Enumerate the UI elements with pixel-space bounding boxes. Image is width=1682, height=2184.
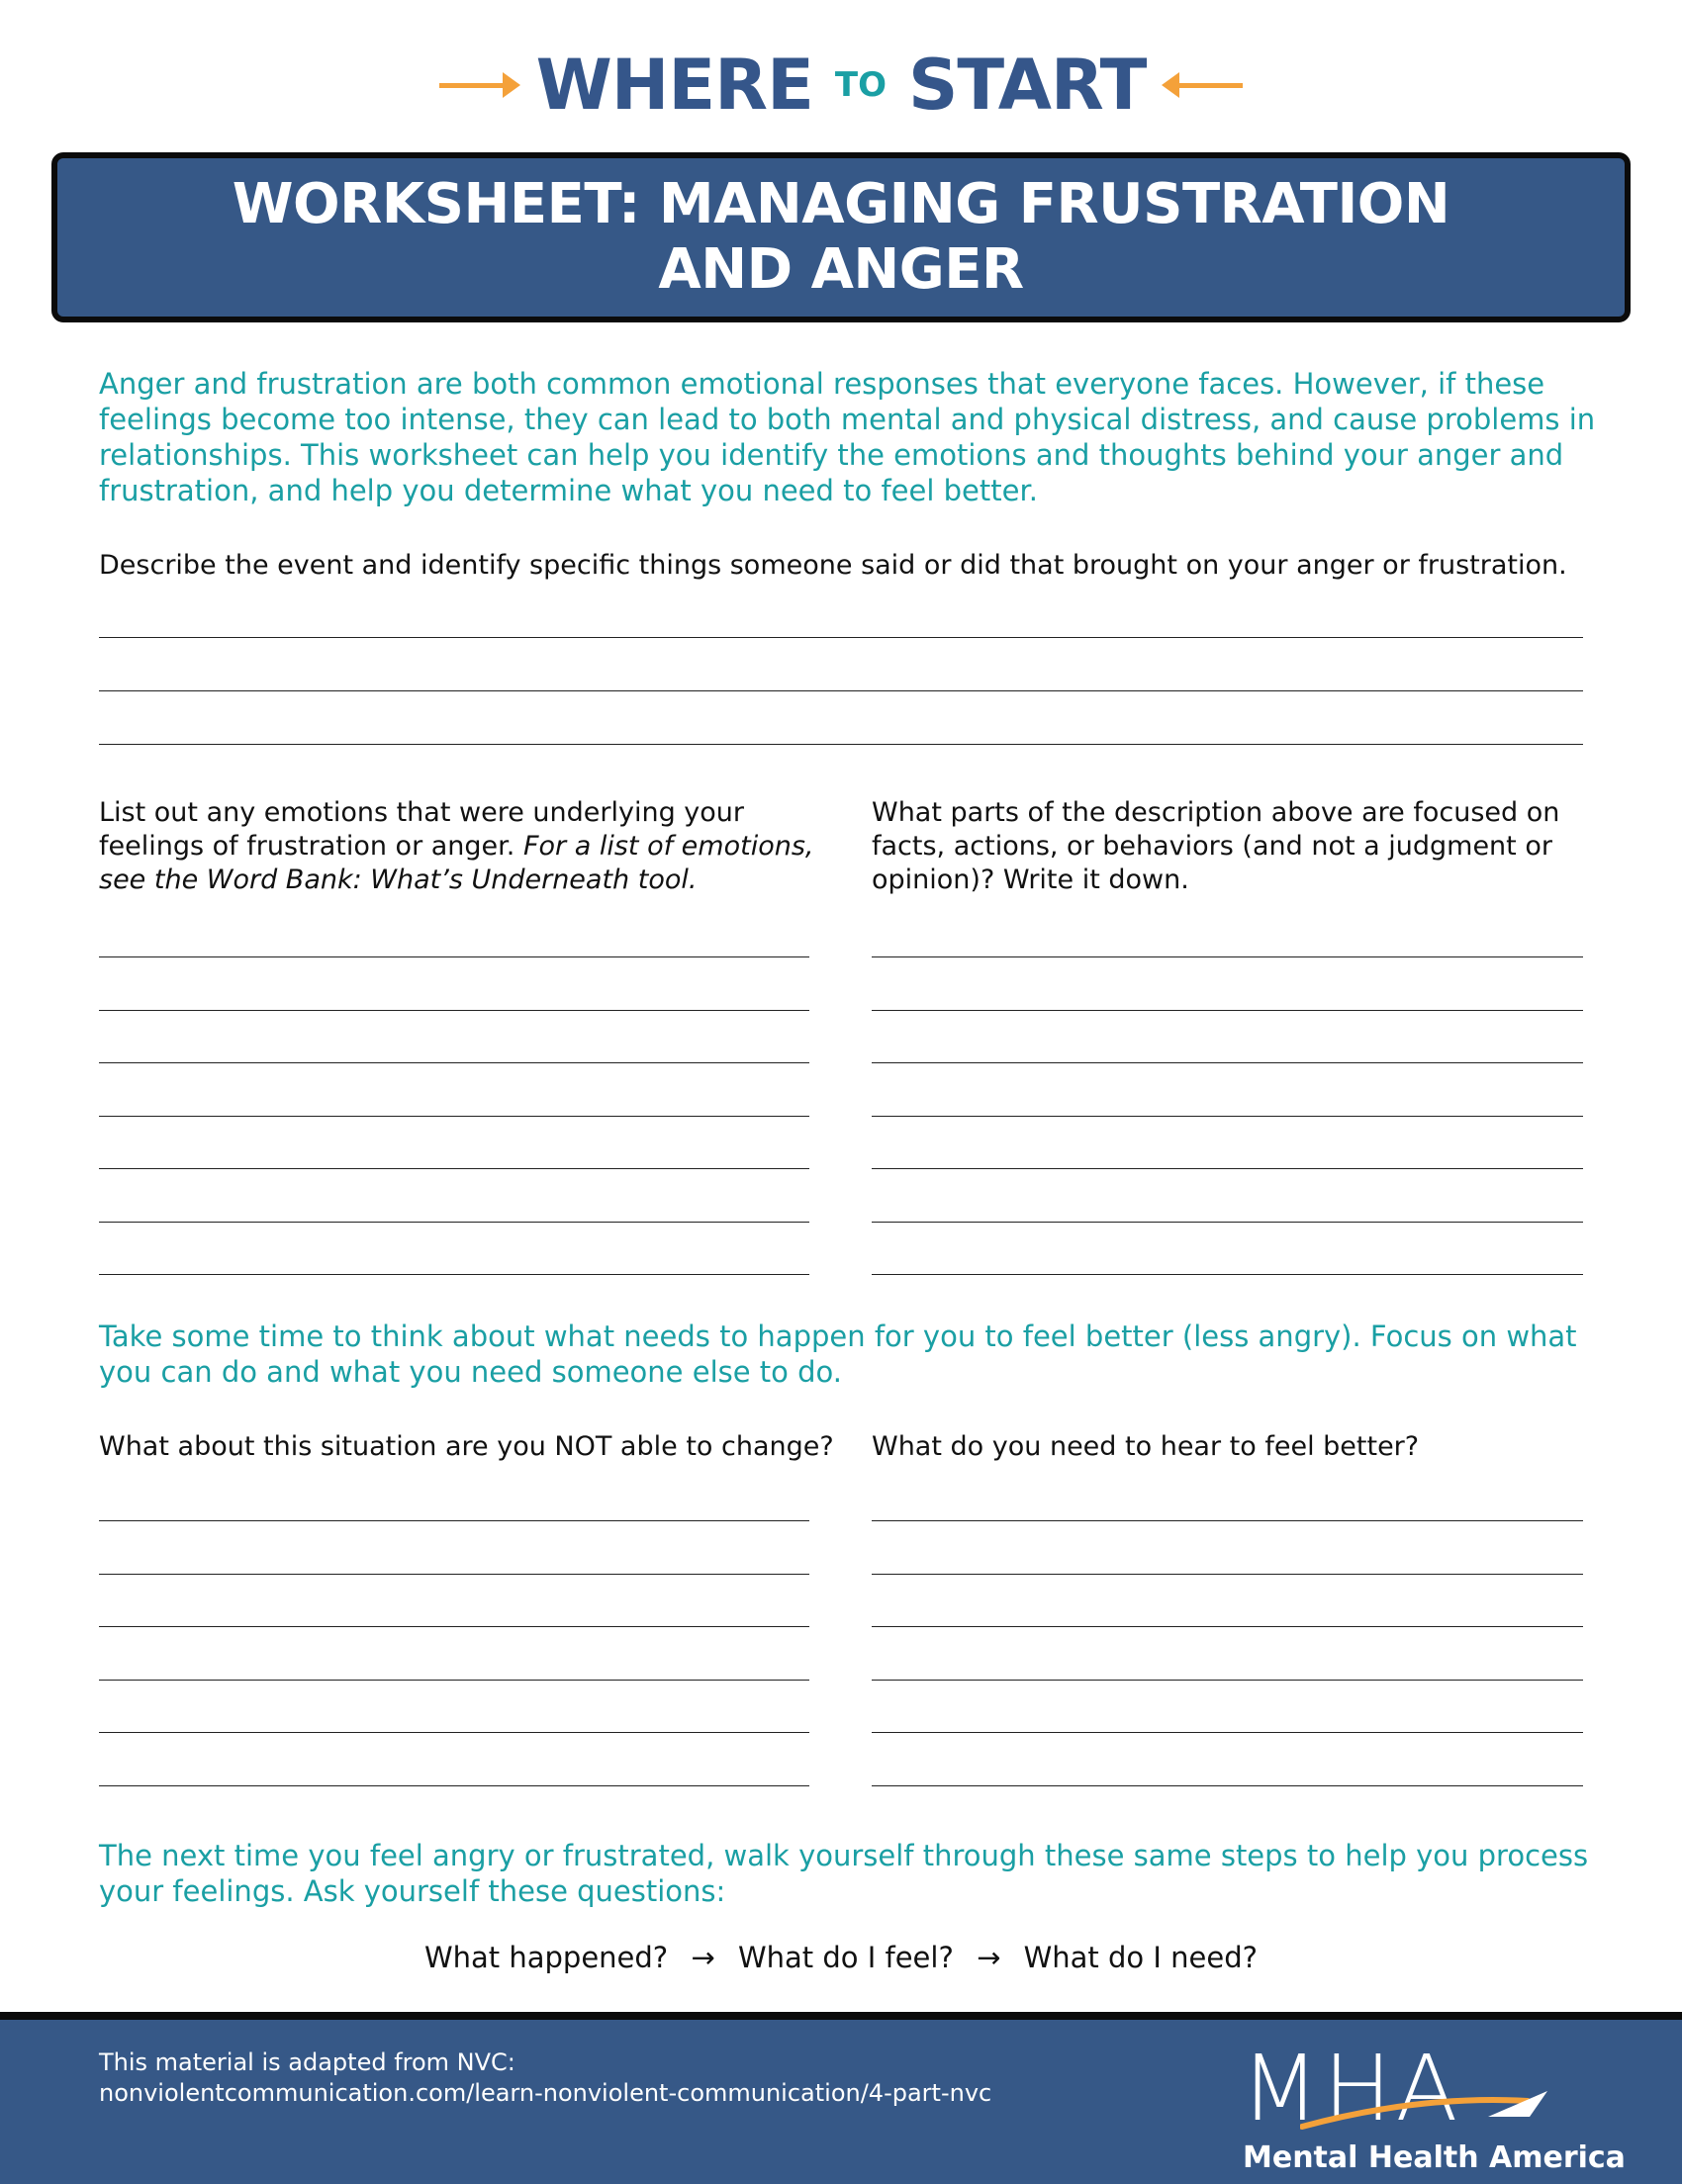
intro-paragraph: Anger and frustration are both common emotional responses that everyone faces. However, if these feelings become too intense, they can lead to both mental and physical distress, and cause problems in relationships. This worksheet can help you identify the emotions and thoughts behind your anger and frustration, and help you determine what you need to feel better. [99, 367, 1596, 507]
answer-line[interactable] [872, 1274, 1583, 1275]
brand-word-where: WHERE [535, 45, 813, 126]
question-not-able-to-change: What about this situation are you NOT able to change? [99, 1431, 834, 1462]
footer-credit [99, 2048, 991, 2109]
answer-line[interactable] [872, 1222, 1583, 1223]
answer-line[interactable] [872, 1520, 1583, 1521]
answer-line[interactable] [99, 956, 809, 957]
question-need-to-hear: What do you need to hear to feel better? [872, 1431, 1420, 1462]
flow-step-need: What do I need? [1023, 1941, 1259, 1974]
credit-link[interactable]: nonviolentcommunication.com/learn-nonviolent-communication/4-part-nvc [99, 2079, 992, 2107]
answer-line[interactable] [99, 637, 1583, 638]
answer-line[interactable] [872, 1680, 1583, 1681]
arrow-right-icon [439, 79, 518, 91]
question-facts-actions: What parts of the description above are focused on facts, actions, or behaviors (and not a judgment or opinion)? Write it down. [872, 797, 1560, 895]
mha-logo [1241, 2036, 1626, 2178]
answer-lines-need-to-hear[interactable] [872, 1464, 1583, 1800]
flow-step-feel: What do I feel? [737, 1941, 954, 1974]
answer-line[interactable] [99, 1010, 809, 1011]
where-to-start-logo [0, 46, 1682, 125]
answer-line[interactable] [872, 1785, 1583, 1786]
word-bank-note: For a list of emotions, see the Word Bank: What’s Underneath tool. [99, 831, 814, 895]
answer-line[interactable] [99, 1222, 809, 1223]
answer-line[interactable] [99, 1680, 809, 1681]
arrow-left-icon [1164, 79, 1243, 91]
section-feel-better-intro: Take some time to think about what needs to happen for you to feel better (less angry). Focus on what you can do and what you need someone else to do. [99, 1320, 1577, 1389]
answer-line[interactable] [99, 744, 1583, 745]
organization-name: Mental Health America [1243, 2140, 1626, 2175]
answer-line[interactable] [99, 1168, 809, 1169]
answer-line[interactable] [99, 1116, 809, 1117]
answer-line[interactable] [872, 1626, 1583, 1627]
footer [0, 2012, 1682, 2184]
question-underlying-emotions-text: List out any emotions that were underlying your feelings of frustration or anger. [99, 797, 745, 862]
flow-arrow-icon: → [977, 1941, 1001, 1974]
answer-line[interactable] [99, 1785, 809, 1786]
answer-line[interactable] [872, 1732, 1583, 1733]
worksheet-title [233, 172, 1450, 303]
answer-line[interactable] [872, 1574, 1583, 1575]
answer-lines-not-change[interactable] [99, 1464, 809, 1800]
answer-line[interactable] [872, 1062, 1583, 1063]
answer-lines-emotions[interactable] [99, 890, 809, 1286]
question-underlying-emotions [99, 796, 821, 897]
question-describe-event: Describe the event and identify specific things someone said or did that brought on your anger or frustration. [99, 550, 1567, 581]
answer-line[interactable] [99, 1274, 809, 1275]
answer-line[interactable] [99, 1520, 809, 1521]
answer-line[interactable] [99, 1626, 809, 1627]
swoosh-icon [1300, 2087, 1557, 2137]
answer-line[interactable] [872, 1010, 1583, 1011]
brand-word-to: TO [834, 65, 888, 105]
credit-line-1: This material is adapted from NVC: [99, 2048, 515, 2076]
title-line-1: WORKSHEET: MANAGING FRUSTRATION [232, 172, 1450, 236]
section-next-time: The next time you feel angry or frustrated, walk yourself through these same steps to help you process your feelings. Ask yourself these questions: [99, 1839, 1589, 1908]
answer-line[interactable] [99, 1062, 809, 1063]
answer-line[interactable] [99, 690, 1583, 691]
flow-arrow-icon: → [691, 1941, 715, 1974]
answer-line[interactable] [99, 1574, 809, 1575]
question-flow [0, 1941, 1682, 1974]
worksheet-title-banner [51, 152, 1631, 322]
mha-letters: MHA [1241, 2036, 1462, 2141]
answer-line[interactable] [872, 1168, 1583, 1169]
brand-word-start: START [908, 45, 1147, 126]
answer-line[interactable] [99, 1732, 809, 1733]
answer-lines-facts[interactable] [872, 890, 1583, 1286]
flow-step-happened: What happened? [423, 1941, 669, 1974]
title-line-2: AND ANGER [658, 237, 1024, 302]
answer-line[interactable] [872, 956, 1583, 957]
answer-line[interactable] [872, 1116, 1583, 1117]
answer-lines-event[interactable] [99, 554, 1583, 752]
